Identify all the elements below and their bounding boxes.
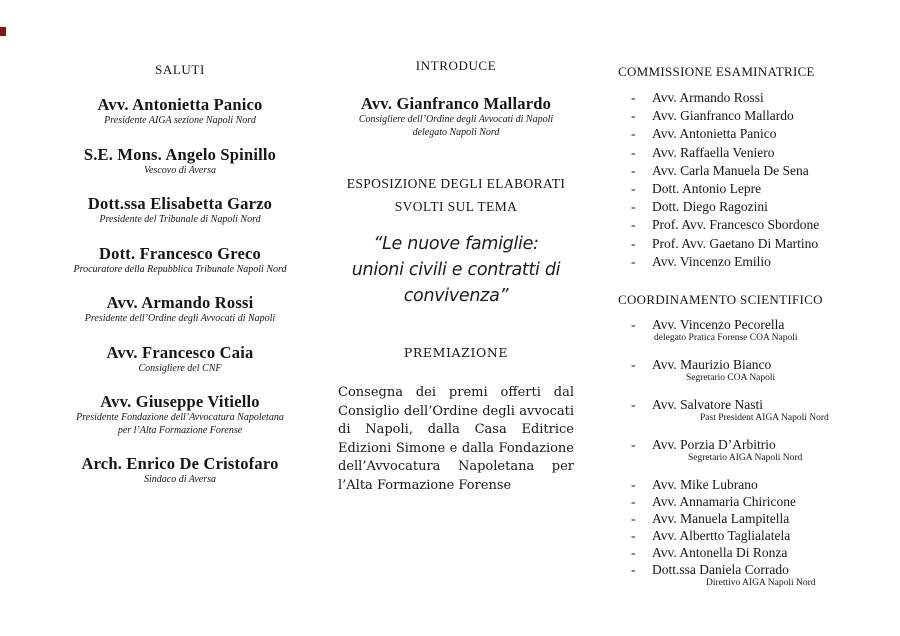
list-item <box>618 180 896 198</box>
member-role: delegato Pratica Forense COA Napoli <box>654 333 798 344</box>
person-role-line2: per l’Alta Formazione Forense <box>117 424 243 436</box>
member-name: Avv. Antonella Di Ronza <box>652 545 788 561</box>
person-role-line1: Presidente Fondazione dell’Avvocatura Napoletana <box>76 412 284 423</box>
person-role: Presidente dell’Ordine degli Avvocati di Napoli <box>84 313 276 324</box>
list-item <box>618 125 896 143</box>
person-name: Dott.ssa Elisabetta Garzo <box>87 194 273 213</box>
center-section <box>330 58 582 495</box>
quote-line1: “Le nuove famiglie: <box>373 234 539 254</box>
list-dash: - <box>631 528 636 544</box>
member-name: Avv. Antonietta Panico <box>652 126 777 142</box>
list-dash: - <box>631 397 636 413</box>
list-dash: - <box>631 357 636 373</box>
list-dash: - <box>631 562 636 578</box>
person-name: Avv. Antonietta Panico <box>97 95 263 114</box>
list-item <box>618 528 896 544</box>
member-name: Avv. Mike Lubrano <box>652 477 758 493</box>
list-item <box>618 437 896 464</box>
person-name: Avv. Armando Rossi <box>106 293 254 312</box>
list-item <box>618 494 896 510</box>
person-role: Presidente del Tribunale di Napoli Nord <box>99 214 261 225</box>
list-item <box>618 511 896 527</box>
commissione-title: COMMISSIONE ESAMINATRICE <box>618 64 815 79</box>
member-name: Avv. Vincenzo Emilio <box>652 253 771 269</box>
list-item <box>618 253 896 271</box>
list-dash: - <box>631 253 636 269</box>
list-dash: - <box>631 144 636 160</box>
saluti-section <box>38 62 322 504</box>
introducer-role <box>330 114 582 139</box>
introducer-role-line2: delegato Napoli Nord <box>412 126 500 138</box>
person-role: Sindaco di Aversa <box>143 474 217 485</box>
person-entry <box>38 194 322 227</box>
introducer-name: Avv. Gianfranco Mallardo <box>360 94 552 113</box>
coordinamento-title: COORDINAMENTO SCIENTIFICO <box>618 292 823 308</box>
member-name: Avv. Salvatore Nasti <box>652 397 763 413</box>
introducer-entry <box>330 94 582 139</box>
scan-artifact-mark <box>0 27 6 36</box>
member-name: Avv. Annamaria Chiricone <box>652 494 796 510</box>
member-role: Direttivo AIGA Napoli Nord <box>706 578 816 589</box>
member-name: Avv. Albertto Taglialatela <box>652 528 791 544</box>
quote-line3: convivenza” <box>403 286 509 306</box>
list-item <box>618 397 896 424</box>
member-name: Avv. Manuela Lampitella <box>652 511 790 527</box>
list-dash: - <box>631 126 636 142</box>
member-name: Avv. Armando Rossi <box>652 90 764 105</box>
exposition-title <box>330 172 582 218</box>
member-name: Prof. Avv. Francesco Sbordone <box>652 217 820 233</box>
member-name: Avv. Carla Manuela De Sena <box>652 162 809 178</box>
list-item <box>618 107 896 125</box>
list-dash: - <box>631 162 636 178</box>
exposition-title-line2: SVOLTI SUL TEMA <box>394 199 518 214</box>
person-name: S.E. Mons. Angelo Spinillo <box>83 144 277 164</box>
member-name: Dott. Diego Ragozini <box>652 199 768 215</box>
person-role: Procuratore della Repubblica Tribunale Napoli Nord <box>73 263 287 275</box>
list-item <box>618 545 896 561</box>
right-section <box>618 64 896 590</box>
commissione-list <box>618 89 896 271</box>
list-dash: - <box>631 217 636 233</box>
list-dash: - <box>631 477 636 493</box>
person-entry <box>38 343 322 376</box>
list-dash: - <box>631 511 636 527</box>
list-dash: - <box>631 235 636 251</box>
person-role: Consigliere del CNF <box>138 362 222 374</box>
member-name: Avv. Porzia D’Arbitrio <box>652 437 776 453</box>
list-item <box>618 144 896 162</box>
list-item <box>618 235 896 253</box>
person-entry <box>38 454 322 487</box>
list-item <box>618 357 896 384</box>
person-role <box>38 412 322 437</box>
list-item <box>618 198 896 216</box>
coordinamento-list <box>618 317 896 589</box>
list-item <box>618 216 896 234</box>
list-item <box>618 89 896 107</box>
premiazione-text: Consegna dei premi offerti dal Consiglio dell’Ordine degli avvocati di Napoli, dalla Casa Editrice Edizioni Simone e dalla Fondazione dell’Avvocatura Napoletana per l’Alta Formazione Forense <box>338 385 574 493</box>
introduce-title: INTRODUCE <box>415 58 497 73</box>
list-dash: - <box>631 437 636 453</box>
member-role: Segretario AIGA Napoli Nord <box>688 453 803 464</box>
member-name: Avv. Maurizio Bianco <box>652 357 772 373</box>
member-name: Prof. Avv. Gaetano Di Martino <box>652 235 819 251</box>
person-entry <box>38 392 322 437</box>
list-item <box>618 562 896 589</box>
person-entry <box>38 293 322 326</box>
list-item <box>618 477 896 493</box>
list-dash: - <box>631 317 636 333</box>
list-dash: - <box>631 108 636 124</box>
person-name: Dott. Francesco Greco <box>99 243 261 263</box>
quote-line2: unioni civili e contratti di <box>351 260 561 280</box>
member-name: Avv. Gianfranco Mallardo <box>652 108 794 124</box>
list-item <box>618 162 896 180</box>
person-name: Arch. Enrico De Cristofaro <box>81 454 279 473</box>
saluti-title: SALUTI <box>155 62 205 77</box>
member-role: Segretario COA Napoli <box>686 373 776 384</box>
person-name: Avv. Giuseppe Vitiello <box>100 392 260 411</box>
member-role: Past President AIGA Napoli Nord <box>700 413 829 424</box>
theme-quote <box>330 231 582 309</box>
person-entry <box>38 95 322 128</box>
exposition-title-line1: ESPOSIZIONE DEGLI ELABORATI <box>346 176 566 191</box>
premiazione-title: PREMIAZIONE <box>403 345 509 360</box>
list-dash: - <box>631 494 636 510</box>
list-dash: - <box>631 199 636 215</box>
member-name: Avv. Vincenzo Pecorella <box>652 317 785 333</box>
list-item <box>618 317 896 344</box>
member-name: Dott. Antonio Lepre <box>652 181 762 197</box>
member-name: Dott.ssa Daniela Corrado <box>652 562 789 578</box>
list-dash: - <box>631 181 636 197</box>
member-name: Avv. Raffaella Veniero <box>652 144 775 160</box>
person-role: Vescovo di Aversa <box>143 164 217 176</box>
list-dash: - <box>631 545 636 561</box>
person-name: Avv. Francesco Caia <box>106 342 254 362</box>
person-role: Presidente AIGA sezione Napoli Nord <box>104 115 256 126</box>
list-dash: - <box>631 90 636 105</box>
introducer-role-line1: Consigliere dell’Ordine degli Avvocati di Napoli <box>358 114 554 125</box>
person-entry <box>38 244 322 277</box>
person-entry <box>38 145 322 178</box>
